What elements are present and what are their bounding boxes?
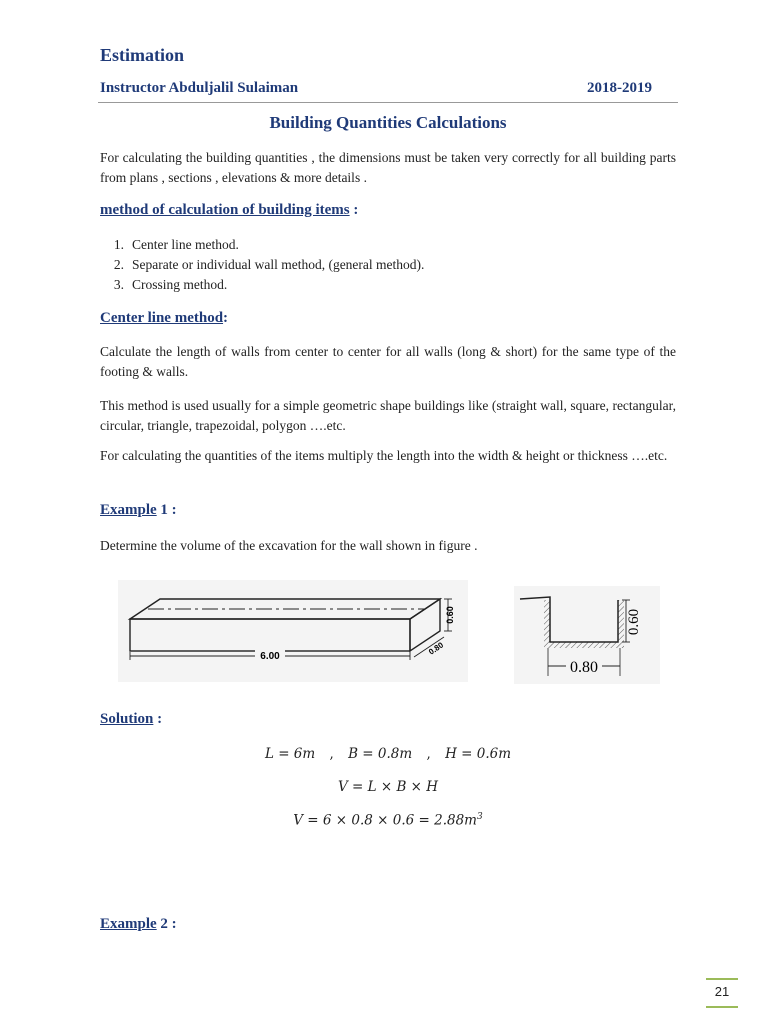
volume-result: $V = 6 \times 0.8 \times 0.6 = 2.88m^3$ bbox=[293, 812, 483, 829]
solution-given-values: L = 6m , B = 0.8m , H = 0.6m bbox=[264, 746, 512, 762]
methods-list bbox=[102, 235, 662, 295]
list-item: 3. Crossing method. bbox=[113, 277, 228, 292]
centerline-paragraph-3: For calculating the quantities of the items multiply the length into the width & height or thickness ….etc. bbox=[100, 448, 668, 463]
centerline-paragraph-1: Calculate the length of walls from center to center for all walls (long & short) for the same type of the footing & walls. bbox=[100, 344, 676, 379]
page-number: 21 bbox=[714, 984, 730, 999]
excavation-box-figure bbox=[118, 580, 468, 682]
volume-formula: V = L × B × H bbox=[337, 779, 439, 795]
example1-question: Determine the volume of the excavation for the wall shown in figure . bbox=[100, 538, 478, 553]
course-title: Estimation bbox=[100, 45, 185, 65]
solution-heading-text: Solution bbox=[100, 711, 154, 727]
length-value: L = 6m bbox=[264, 746, 316, 762]
section-drawing bbox=[514, 586, 660, 684]
methods-heading bbox=[100, 202, 358, 219]
example2-heading-text: Example bbox=[100, 916, 157, 932]
page-title: Building Quantities Calculations bbox=[269, 113, 507, 132]
example2-heading-suffix: 2 : bbox=[156, 916, 177, 932]
height-value: H = 0.6m bbox=[445, 746, 512, 762]
solution-heading-suffix: : bbox=[153, 711, 163, 727]
methods-heading-suffix: : bbox=[349, 202, 359, 218]
solution-heading bbox=[100, 711, 162, 728]
cross-section-figure bbox=[514, 586, 660, 684]
academic-year: 2018-2019 bbox=[587, 80, 652, 96]
box-drawing bbox=[118, 580, 468, 682]
centerline-heading-text: Center line method bbox=[100, 310, 224, 326]
height-label: 0.60 bbox=[445, 606, 455, 624]
box-front-face bbox=[130, 619, 410, 651]
centerline-heading-suffix: : bbox=[223, 310, 229, 326]
list-item: 1. Center line method. bbox=[113, 237, 239, 252]
trench-outline bbox=[520, 597, 618, 642]
methods-heading-text: method of calculation of building items bbox=[100, 202, 350, 218]
example1-heading-text: Example bbox=[100, 502, 157, 518]
instructor-name: Instructor Abduljalil Sulaiman bbox=[100, 80, 299, 96]
length-label: 6.00 bbox=[260, 651, 280, 662]
example1-heading-suffix: 1 : bbox=[156, 502, 177, 518]
soil-hatch bbox=[544, 600, 624, 648]
centerline-paragraph-2: This method is used usually for a simple geometric shape buildings like (straight wall, square, rectangular, circular, triangle, trapezoidal, polygon ….etc. bbox=[100, 398, 676, 433]
centerline-heading bbox=[100, 310, 228, 327]
example2-heading bbox=[100, 916, 177, 933]
header-rule bbox=[98, 102, 678, 103]
list-item: 2. Separate or individual wall method, (general method). bbox=[113, 257, 425, 272]
intro-paragraph: For calculating the building quantities , the dimensions must be taken very correctly for all building parts from plans , sections , elevations & more details . bbox=[100, 150, 676, 185]
width-label: 0.80 bbox=[427, 640, 446, 657]
width-value: B = 0.8m bbox=[348, 746, 413, 762]
section-width-label: 0.80 bbox=[570, 659, 598, 676]
section-height-label: 0.60 bbox=[626, 608, 642, 636]
example1-heading bbox=[100, 502, 177, 519]
page-number-rule-bottom bbox=[706, 1006, 738, 1008]
page-number-rule-top bbox=[706, 978, 738, 980]
